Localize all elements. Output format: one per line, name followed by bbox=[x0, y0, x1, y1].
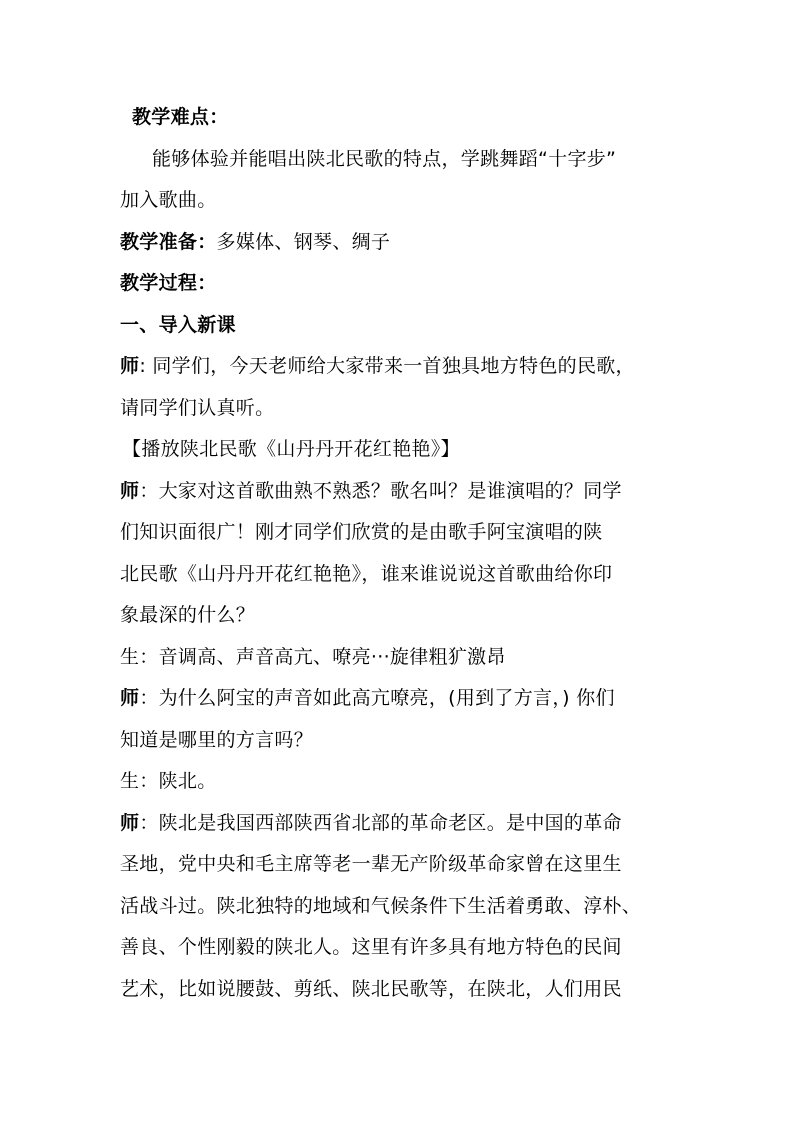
teacher-line: 师：陕北是我国西部陕西省北部的革命老区。是中国的革命 bbox=[120, 811, 622, 834]
speaker-label: 师 bbox=[120, 355, 140, 377]
document-body bbox=[120, 97, 682, 1010]
speaker-label: 师 bbox=[120, 811, 140, 834]
difficulty-body-line: 加入歌曲。 bbox=[120, 189, 217, 211]
play-instruction: 【播放陕北民歌《山丹丹开花红艳艳》】 bbox=[122, 438, 460, 460]
body-line: 们知识面很广！刚才同学们欣赏的是由歌手阿宝演唱的陕 bbox=[120, 521, 603, 543]
process-heading: 教学过程： bbox=[120, 272, 217, 294]
teacher-line: 师: 同学们，今天老师给大家带来一首独具地方特色的民歌， bbox=[120, 355, 635, 377]
section-heading: 一、导入新课 bbox=[120, 313, 236, 336]
preparation-label: 教学准备： bbox=[120, 230, 217, 253]
teacher-line: 师：大家对这首歌曲熟不熟悉？歌名叫？是谁演唱的？同学 bbox=[120, 479, 622, 502]
body-line: 请同学们认真听。 bbox=[120, 396, 275, 419]
student-line: 生：音调高、声音高亢、嘹亮···旋律粗犷激昂 bbox=[120, 645, 506, 668]
body-line: 善良、个性刚毅的陕北人。这里有许多具有地方特色的民间 bbox=[120, 936, 622, 958]
speaker-label: 师 bbox=[120, 479, 140, 502]
teacher-line: 师：为什么阿宝的声音如此高亢嘹亮，(用到了方言，) 你们 bbox=[120, 687, 615, 709]
student-line: 生：陕北。 bbox=[120, 770, 217, 792]
body-line: 北民歌《山丹丹开花红艳艳》，谁来谁说说这首歌曲给你印 bbox=[120, 562, 613, 585]
difficulty-heading: 教学难点： bbox=[132, 106, 229, 128]
difficulty-body-line: 能够体验并能唱出陕北民歌的特点，学跳舞蹈“十字步” bbox=[152, 147, 617, 170]
body-line: 活战斗过。陕北独特的地域和气候条件下生活着勇敢、淳朴、 bbox=[120, 894, 642, 917]
body-line: 艺术，比如说腰鼓、剪纸、陕北民歌等，在陕北，人们用民 bbox=[120, 977, 622, 1000]
preparation-line bbox=[120, 222, 682, 264]
body-line: 知道是哪里的方言吗？ bbox=[120, 728, 314, 751]
body-line: 象最深的什么？ bbox=[120, 604, 256, 626]
speaker-label: 师 bbox=[120, 687, 140, 709]
body-line: 圣地，党中央和毛主席等老一辈无产阶级革命家曾在这里生 bbox=[120, 853, 622, 875]
preparation-items: 多媒体、钢琴、绸子 bbox=[216, 230, 391, 253]
